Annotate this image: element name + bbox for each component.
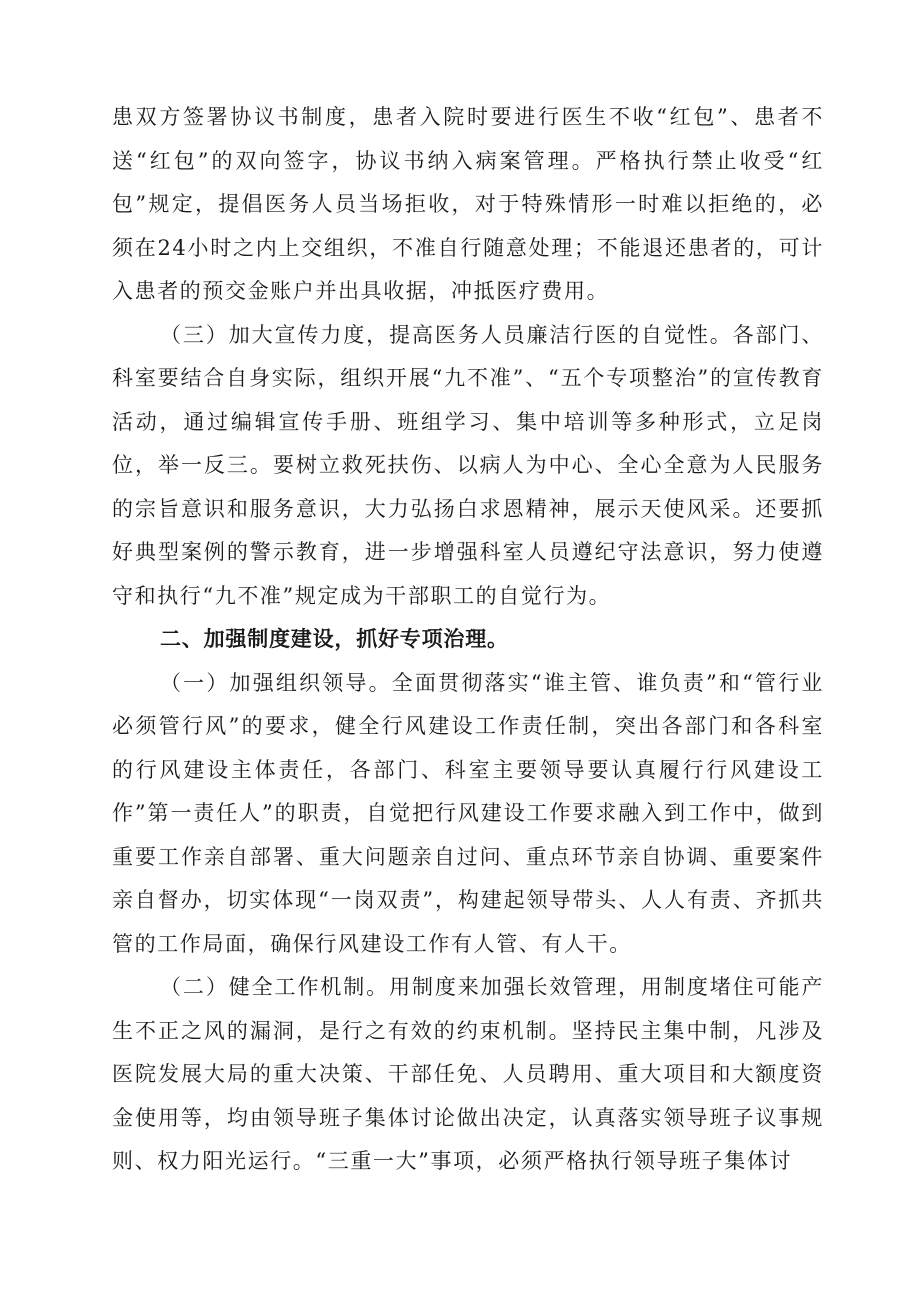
paragraph-organization-leadership: （一）加强组织领导。全面贯彻落实“谁主管、谁负责”和“管行业必须管行风”的要求，健全行风建设工作责任制，突出各部门和各科室的行风建设主体责任，各部门、科室主要领导要认真履行行风建设工作”第一责任人”的职责，自觉把行风建设工作要求融入到工作中，做到重要工作亲自部署、重大问题亲自过问、重点环节亲自协调、重要案件亲自督办，切实体现“一岗双责”，构建起领导带头、人人有责、齐抓共管的工作局面，确保行风建设工作有人管、有人干。	[112, 670, 824, 956]
section-heading: 二、加强制度建设，抓好专项治理。	[160, 627, 509, 651]
paragraph-publicity: （三）加大宣传力度，提高医务人员廉洁行医的自觉性。各部门、科室要结合自身实际，组织开展“九不准”、“五个专项整治”的宣传教育活动，通过编辑宣传手册、班组学习、集中培训等多种形式，立足岗位，举一反三。要树立救死扶伤、以病人为中心、全心全意为人民服务的宗旨意识和服务意识，大力弘扬白求恩精神，展示天使风采。还要抓好典型案例的警示教育，进一步增强科室人员遵纪守法意识，努力使遵守和执行“九不准”规定成为干部职工的自觉行为。	[112, 322, 824, 608]
paragraph-work-mechanism: （二）健全工作机制。用制度来加强长效管理，用制度堵住可能产生不正之风的漏洞，是行之有效的约束机制。坚持民主集中制，凡涉及医院发展大局的重大决策、干部任免、人员聘用、重大项目和大额度资金使用等，均由领导班子集体讨论做出决定，认真落实领导班子议事规则、权力阳光运行。“三重一大”事项，必须严格执行领导班子集体讨	[112, 975, 824, 1173]
document-body	[112, 96, 824, 1184]
paragraph-continuation: 患双方签署协议书制度，患者入院时要进行医生不收“红包”、患者不送“红包”的双向签字，协议书纳入病案管理。严格执行禁止收受“红包”规定，提倡医务人员当场拒收，对于特殊情形一时难以拒绝的，必须在24小时之内上交组织，不准自行随意处理；不能退还患者的，可计入患者的预交金账户并出具收据，冲抵医疗费用。	[112, 105, 824, 303]
